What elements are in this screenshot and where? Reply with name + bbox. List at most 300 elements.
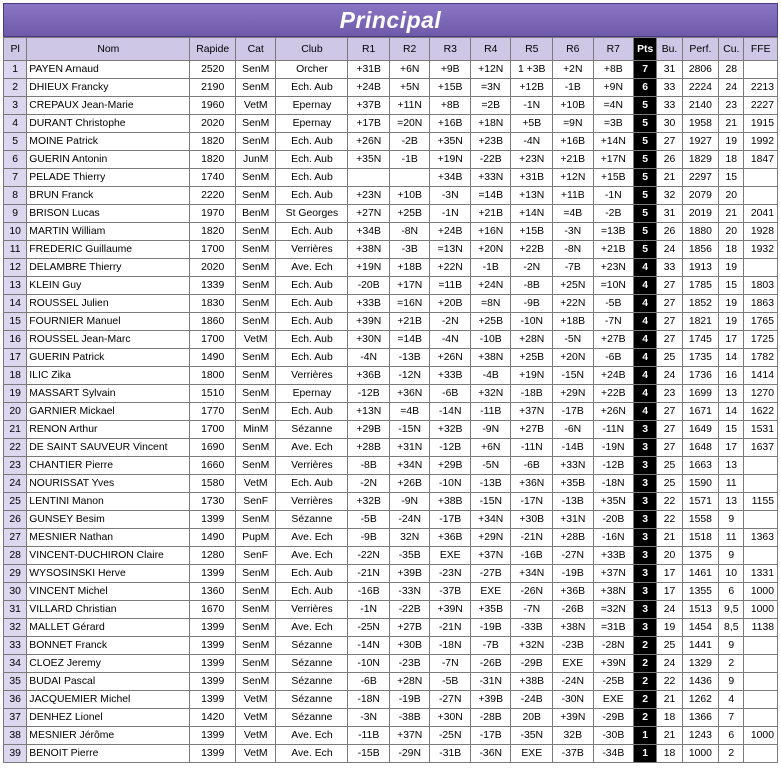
cell-r7: -19N — [593, 439, 634, 457]
cell-bu: 25 — [657, 475, 682, 493]
cell-ffe: 1765 — [744, 313, 778, 331]
cell-pl: 11 — [4, 241, 27, 259]
cell-cat: SenF — [235, 547, 276, 565]
cell-r7: +24B — [593, 367, 634, 385]
cell-r6: -27N — [553, 547, 594, 565]
cell-r3: +30N — [430, 709, 471, 727]
cell-club: St Georges — [276, 205, 348, 223]
cell-r4: +35B — [470, 601, 511, 619]
cell-club: Ave. Ech — [276, 547, 348, 565]
cell-pl: 23 — [4, 457, 27, 475]
cell-pl: 38 — [4, 727, 27, 745]
cell-nom: WYSOSINSKI Herve — [27, 565, 190, 583]
cell-ffe — [744, 187, 778, 205]
column-header-bu: Bu. — [657, 38, 682, 61]
cell-cu: 18 — [719, 241, 744, 259]
cell-r5: +27B — [511, 421, 553, 439]
cell-cat: MinM — [235, 421, 276, 439]
cell-r3: +36B — [430, 529, 471, 547]
cell-cu: 23 — [719, 97, 744, 115]
cell-r4: -17B — [470, 727, 511, 745]
cell-cat: SenM — [235, 655, 276, 673]
cell-bu: 22 — [657, 511, 682, 529]
cell-r6: +36B — [553, 583, 594, 601]
cell-rapide: 1399 — [190, 691, 236, 709]
cell-r7: +22B — [593, 385, 634, 403]
cell-cu: 14 — [719, 349, 744, 367]
cell-pl: 33 — [4, 637, 27, 655]
table-row — [4, 223, 778, 241]
cell-rapide: 1860 — [190, 313, 236, 331]
cell-club: Sézanne — [276, 691, 348, 709]
cell-r5: -21N — [511, 529, 553, 547]
cell-nom: PAYEN Arnaud — [27, 61, 190, 79]
cell-cat: SenM — [235, 259, 276, 277]
cell-nom: DHIEUX Francky — [27, 79, 190, 97]
cell-bu: 33 — [657, 97, 682, 115]
cell-r1: +30N — [348, 331, 390, 349]
cell-r3: +32B — [430, 421, 471, 439]
cell-pts: 5 — [634, 115, 657, 133]
cell-pts: 3 — [634, 529, 657, 547]
cell-r6: -5N — [553, 331, 594, 349]
cell-club: Ave. Ech — [276, 439, 348, 457]
cell-nom: FREDERIC Guillaume — [27, 241, 190, 259]
cell-r6: -8N — [553, 241, 594, 259]
cell-r5: +28N — [511, 331, 553, 349]
cell-cat: VetM — [235, 709, 276, 727]
cell-r1: +19N — [348, 259, 390, 277]
cell-pl: 13 — [4, 277, 27, 295]
cell-r2: +31N — [389, 439, 430, 457]
cell-pts: 3 — [634, 421, 657, 439]
cell-cat: BenM — [235, 205, 276, 223]
cell-club: Ech. Aub — [276, 133, 348, 151]
cell-club: Epernay — [276, 115, 348, 133]
cell-perf: 2140 — [682, 97, 718, 115]
cell-r2: -13B — [389, 349, 430, 367]
cell-r1: -5B — [348, 511, 390, 529]
cell-r6: -14B — [553, 439, 594, 457]
column-header-r6: R6 — [553, 38, 594, 61]
cell-cat: JunM — [235, 151, 276, 169]
cell-r4: +38N — [470, 349, 511, 367]
cell-r5: -7N — [511, 601, 553, 619]
cell-perf: 1375 — [682, 547, 718, 565]
cell-cat: SenM — [235, 241, 276, 259]
cell-nom: NOURISSAT Yves — [27, 475, 190, 493]
cell-cu: 18 — [719, 151, 744, 169]
column-header-r7: R7 — [593, 38, 634, 61]
cell-r6: +33N — [553, 457, 594, 475]
cell-r1: -9B — [348, 529, 390, 547]
cell-r6: +29N — [553, 385, 594, 403]
cell-r6: -17B — [553, 403, 594, 421]
cell-rapide: 1399 — [190, 637, 236, 655]
cell-ffe: 1000 — [744, 727, 778, 745]
cell-r4: -15N — [470, 493, 511, 511]
cell-cu: 9,5 — [719, 601, 744, 619]
cell-r4: -5N — [470, 457, 511, 475]
cell-r3: +26N — [430, 349, 471, 367]
cell-r6: +22N — [553, 295, 594, 313]
cell-r1: -18N — [348, 691, 390, 709]
cell-bu: 25 — [657, 349, 682, 367]
cell-cat: SenM — [235, 673, 276, 691]
table-body — [4, 61, 778, 763]
cell-r7: =13B — [593, 223, 634, 241]
column-header-r1: R1 — [348, 38, 390, 61]
cell-r6: +2N — [553, 61, 594, 79]
cell-pts: 4 — [634, 403, 657, 421]
cell-r3: -21N — [430, 619, 471, 637]
cell-bu: 27 — [657, 421, 682, 439]
cell-bu: 25 — [657, 457, 682, 475]
cell-perf: 1355 — [682, 583, 718, 601]
column-header-perf: Perf. — [682, 38, 718, 61]
table-row — [4, 511, 778, 529]
cell-r4: -10B — [470, 331, 511, 349]
cell-r3: +9B — [430, 61, 471, 79]
cell-r1: -2N — [348, 475, 390, 493]
cell-r4: -9N — [470, 421, 511, 439]
cell-pts: 5 — [634, 97, 657, 115]
cell-r1: +33B — [348, 295, 390, 313]
table-row — [4, 673, 778, 691]
cell-rapide: 1700 — [190, 331, 236, 349]
cell-cat: VetM — [235, 97, 276, 115]
cell-r1: -11B — [348, 727, 390, 745]
cell-r7: -16N — [593, 529, 634, 547]
table-row — [4, 619, 778, 637]
cell-perf: 1958 — [682, 115, 718, 133]
cell-rapide: 1399 — [190, 511, 236, 529]
column-header-pts: Pts — [634, 38, 657, 61]
cell-pts: 3 — [634, 601, 657, 619]
cell-cu: 15 — [719, 169, 744, 187]
cell-cat: SenM — [235, 115, 276, 133]
cell-r7: -30B — [593, 727, 634, 745]
cell-cu: 13 — [719, 385, 744, 403]
cell-cat: SenM — [235, 403, 276, 421]
cell-r2: +17N — [389, 277, 430, 295]
cell-r5: 20B — [511, 709, 553, 727]
cell-perf: 1262 — [682, 691, 718, 709]
cell-perf: 2806 — [682, 61, 718, 79]
cell-pts: 4 — [634, 277, 657, 295]
cell-r5: +34N — [511, 565, 553, 583]
cell-r1: -20B — [348, 277, 390, 295]
cell-pts: 4 — [634, 313, 657, 331]
cell-r5: +14N — [511, 205, 553, 223]
cell-r3: -23N — [430, 565, 471, 583]
cell-r6: +20N — [553, 349, 594, 367]
cell-cat: SenM — [235, 169, 276, 187]
cell-club: Ave. Ech — [276, 259, 348, 277]
cell-r4: +29N — [470, 529, 511, 547]
cell-nom: BENOIT Pierre — [27, 745, 190, 763]
table-row — [4, 151, 778, 169]
cell-nom: GUNSEY Besim — [27, 511, 190, 529]
cell-r5: +25B — [511, 349, 553, 367]
cell-nom: DENHEZ Lionel — [27, 709, 190, 727]
cell-pl: 1 — [4, 61, 27, 79]
cell-nom: RENON Arthur — [27, 421, 190, 439]
cell-club: Ech. Aub — [276, 151, 348, 169]
cell-pl: 19 — [4, 385, 27, 403]
cell-r2: =14B — [389, 331, 430, 349]
cell-r7: =3B — [593, 115, 634, 133]
cell-perf: 1571 — [682, 493, 718, 511]
cell-bu: 22 — [657, 673, 682, 691]
column-header-r3: R3 — [430, 38, 471, 61]
column-header-rapide: Rapide — [190, 38, 236, 61]
cell-r7: -7N — [593, 313, 634, 331]
cell-r6: +39N — [553, 709, 594, 727]
cell-pts: 3 — [634, 493, 657, 511]
cell-r5: -4N — [511, 133, 553, 151]
cell-bu: 17 — [657, 565, 682, 583]
column-header-r5: R5 — [511, 38, 553, 61]
cell-club: Ave. Ech — [276, 529, 348, 547]
cell-nom: MARTIN William — [27, 223, 190, 241]
cell-r4: +12N — [470, 61, 511, 79]
cell-r4: -22B — [470, 151, 511, 169]
cell-r4: -31N — [470, 673, 511, 691]
cell-cu: 11 — [719, 529, 744, 547]
cell-perf: 1513 — [682, 601, 718, 619]
table-row — [4, 241, 778, 259]
table-row — [4, 187, 778, 205]
cell-r6: +12N — [553, 169, 594, 187]
cell-pts: 1 — [634, 727, 657, 745]
column-header-r2: R2 — [389, 38, 430, 61]
cell-rapide: 2190 — [190, 79, 236, 97]
cell-cat: SenM — [235, 295, 276, 313]
cell-rapide: 1490 — [190, 529, 236, 547]
cell-r1: +13N — [348, 403, 390, 421]
cell-ffe — [744, 475, 778, 493]
cell-perf: 1461 — [682, 565, 718, 583]
cell-r7: -25B — [593, 673, 634, 691]
cell-r4: -4B — [470, 367, 511, 385]
cell-ffe: 1138 — [744, 619, 778, 637]
cell-pl: 21 — [4, 421, 27, 439]
cell-bu: 22 — [657, 493, 682, 511]
cell-r7: =4N — [593, 97, 634, 115]
cell-club: Ech. Aub — [276, 565, 348, 583]
table-row — [4, 277, 778, 295]
cell-perf: 1648 — [682, 439, 718, 457]
cell-r3: -12B — [430, 439, 471, 457]
cell-r3: +22N — [430, 259, 471, 277]
cell-r1: +29B — [348, 421, 390, 439]
cell-pts: 5 — [634, 241, 657, 259]
cell-r2: +36N — [389, 385, 430, 403]
cell-r5: -6B — [511, 457, 553, 475]
cell-pl: 15 — [4, 313, 27, 331]
cell-r1: -14N — [348, 637, 390, 655]
cell-r1: -6B — [348, 673, 390, 691]
cell-r3: +39N — [430, 601, 471, 619]
table-row — [4, 583, 778, 601]
cell-r5: -8B — [511, 277, 553, 295]
cell-pts: 1 — [634, 745, 657, 763]
cell-r3: +29B — [430, 457, 471, 475]
cell-pl: 25 — [4, 493, 27, 511]
cell-pts: 2 — [634, 709, 657, 727]
cell-r2: -9N — [389, 493, 430, 511]
cell-perf: 1663 — [682, 457, 718, 475]
cell-r5: -33B — [511, 619, 553, 637]
cell-r3: +34B — [430, 169, 471, 187]
cell-cu: 4 — [719, 691, 744, 709]
cell-club: Sézanne — [276, 673, 348, 691]
cell-club: Ech. Aub — [276, 583, 348, 601]
cell-ffe: 1622 — [744, 403, 778, 421]
cell-r4: +6N — [470, 439, 511, 457]
cell-perf: 1927 — [682, 133, 718, 151]
cell-r4: +24N — [470, 277, 511, 295]
cell-r7: -2B — [593, 205, 634, 223]
cell-bu: 24 — [657, 241, 682, 259]
column-header-cat: Cat — [235, 38, 276, 61]
cell-r5: +23N — [511, 151, 553, 169]
cell-r6: -24N — [553, 673, 594, 691]
cell-perf: 1785 — [682, 277, 718, 295]
standings-table — [3, 37, 778, 763]
cell-r6: +21B — [553, 151, 594, 169]
cell-r7: +23N — [593, 259, 634, 277]
title-bar — [3, 3, 778, 37]
cell-bu: 33 — [657, 79, 682, 97]
cell-cat: SenM — [235, 511, 276, 529]
cell-r6: +18B — [553, 313, 594, 331]
cell-pl: 5 — [4, 133, 27, 151]
table-row — [4, 313, 778, 331]
cell-rapide: 1399 — [190, 673, 236, 691]
cell-r1: -25N — [348, 619, 390, 637]
cell-club: Verrières — [276, 601, 348, 619]
cell-r2: -3B — [389, 241, 430, 259]
cell-ffe: 1000 — [744, 601, 778, 619]
cell-r2: -1B — [389, 151, 430, 169]
cell-cu: 15 — [719, 277, 744, 295]
cell-ffe: 1992 — [744, 133, 778, 151]
cell-r3: +24B — [430, 223, 471, 241]
cell-cu: 19 — [719, 295, 744, 313]
cell-ffe: 1847 — [744, 151, 778, 169]
cell-r1: -22N — [348, 547, 390, 565]
cell-cu: 9 — [719, 673, 744, 691]
cell-r7: +9N — [593, 79, 634, 97]
cell-r3: -10N — [430, 475, 471, 493]
cell-r2: -22B — [389, 601, 430, 619]
table-row — [4, 169, 778, 187]
cell-ffe — [744, 547, 778, 565]
cell-r3: -3N — [430, 187, 471, 205]
cell-rapide: 1670 — [190, 601, 236, 619]
cell-perf: 1735 — [682, 349, 718, 367]
cell-r1: -15B — [348, 745, 390, 763]
cell-r3: -5B — [430, 673, 471, 691]
cell-cu: 19 — [719, 313, 744, 331]
cell-ffe: 1863 — [744, 295, 778, 313]
cell-cu: 9 — [719, 637, 744, 655]
cell-cat: VetM — [235, 691, 276, 709]
table-row — [4, 61, 778, 79]
cell-r3: +20B — [430, 295, 471, 313]
cell-r1: -16B — [348, 583, 390, 601]
cell-nom: MOINE Patrick — [27, 133, 190, 151]
cell-bu: 27 — [657, 403, 682, 421]
cell-cu: 2 — [719, 655, 744, 673]
cell-perf: 1454 — [682, 619, 718, 637]
cell-club: Sézanne — [276, 709, 348, 727]
cell-bu: 27 — [657, 331, 682, 349]
cell-cu: 17 — [719, 331, 744, 349]
cell-ffe — [744, 691, 778, 709]
table-row — [4, 475, 778, 493]
cell-ffe — [744, 457, 778, 475]
cell-ffe — [744, 169, 778, 187]
cell-rapide: 1399 — [190, 727, 236, 745]
cell-r6: +10B — [553, 97, 594, 115]
cell-r4: =3N — [470, 79, 511, 97]
cell-pts: 5 — [634, 205, 657, 223]
cell-cu: 9 — [719, 511, 744, 529]
table-row — [4, 349, 778, 367]
cell-pl: 20 — [4, 403, 27, 421]
cell-pl: 37 — [4, 709, 27, 727]
cell-r7: -20B — [593, 511, 634, 529]
cell-r2: +6N — [389, 61, 430, 79]
cell-ffe: 1363 — [744, 529, 778, 547]
cell-ffe: 2227 — [744, 97, 778, 115]
cell-bu: 21 — [657, 529, 682, 547]
cell-cu: 20 — [719, 223, 744, 241]
cell-perf: 1243 — [682, 727, 718, 745]
cell-r7: +26N — [593, 403, 634, 421]
cell-r4: -19B — [470, 619, 511, 637]
cell-perf: 1436 — [682, 673, 718, 691]
cell-r4: +32N — [470, 385, 511, 403]
cell-r5: -26N — [511, 583, 553, 601]
cell-pts: 4 — [634, 295, 657, 313]
cell-ffe: 1932 — [744, 241, 778, 259]
table-row — [4, 97, 778, 115]
cell-bu: 20 — [657, 547, 682, 565]
cell-club: Ave. Ech — [276, 619, 348, 637]
cell-r2: +18B — [389, 259, 430, 277]
cell-r4: =8N — [470, 295, 511, 313]
cell-r1: +31B — [348, 61, 390, 79]
cell-club: Sézanne — [276, 637, 348, 655]
cell-r3: -31B — [430, 745, 471, 763]
cell-r4: =14B — [470, 187, 511, 205]
cell-rapide: 1399 — [190, 655, 236, 673]
cell-r2: -15N — [389, 421, 430, 439]
cell-bu: 24 — [657, 655, 682, 673]
cell-perf: 1329 — [682, 655, 718, 673]
cell-r1: +24B — [348, 79, 390, 97]
cell-r3: =13N — [430, 241, 471, 259]
cell-cat: SenM — [235, 133, 276, 151]
column-header-club: Club — [276, 38, 348, 61]
cell-r4: -13B — [470, 475, 511, 493]
cell-r6: 32B — [553, 727, 594, 745]
cell-r7: -28N — [593, 637, 634, 655]
